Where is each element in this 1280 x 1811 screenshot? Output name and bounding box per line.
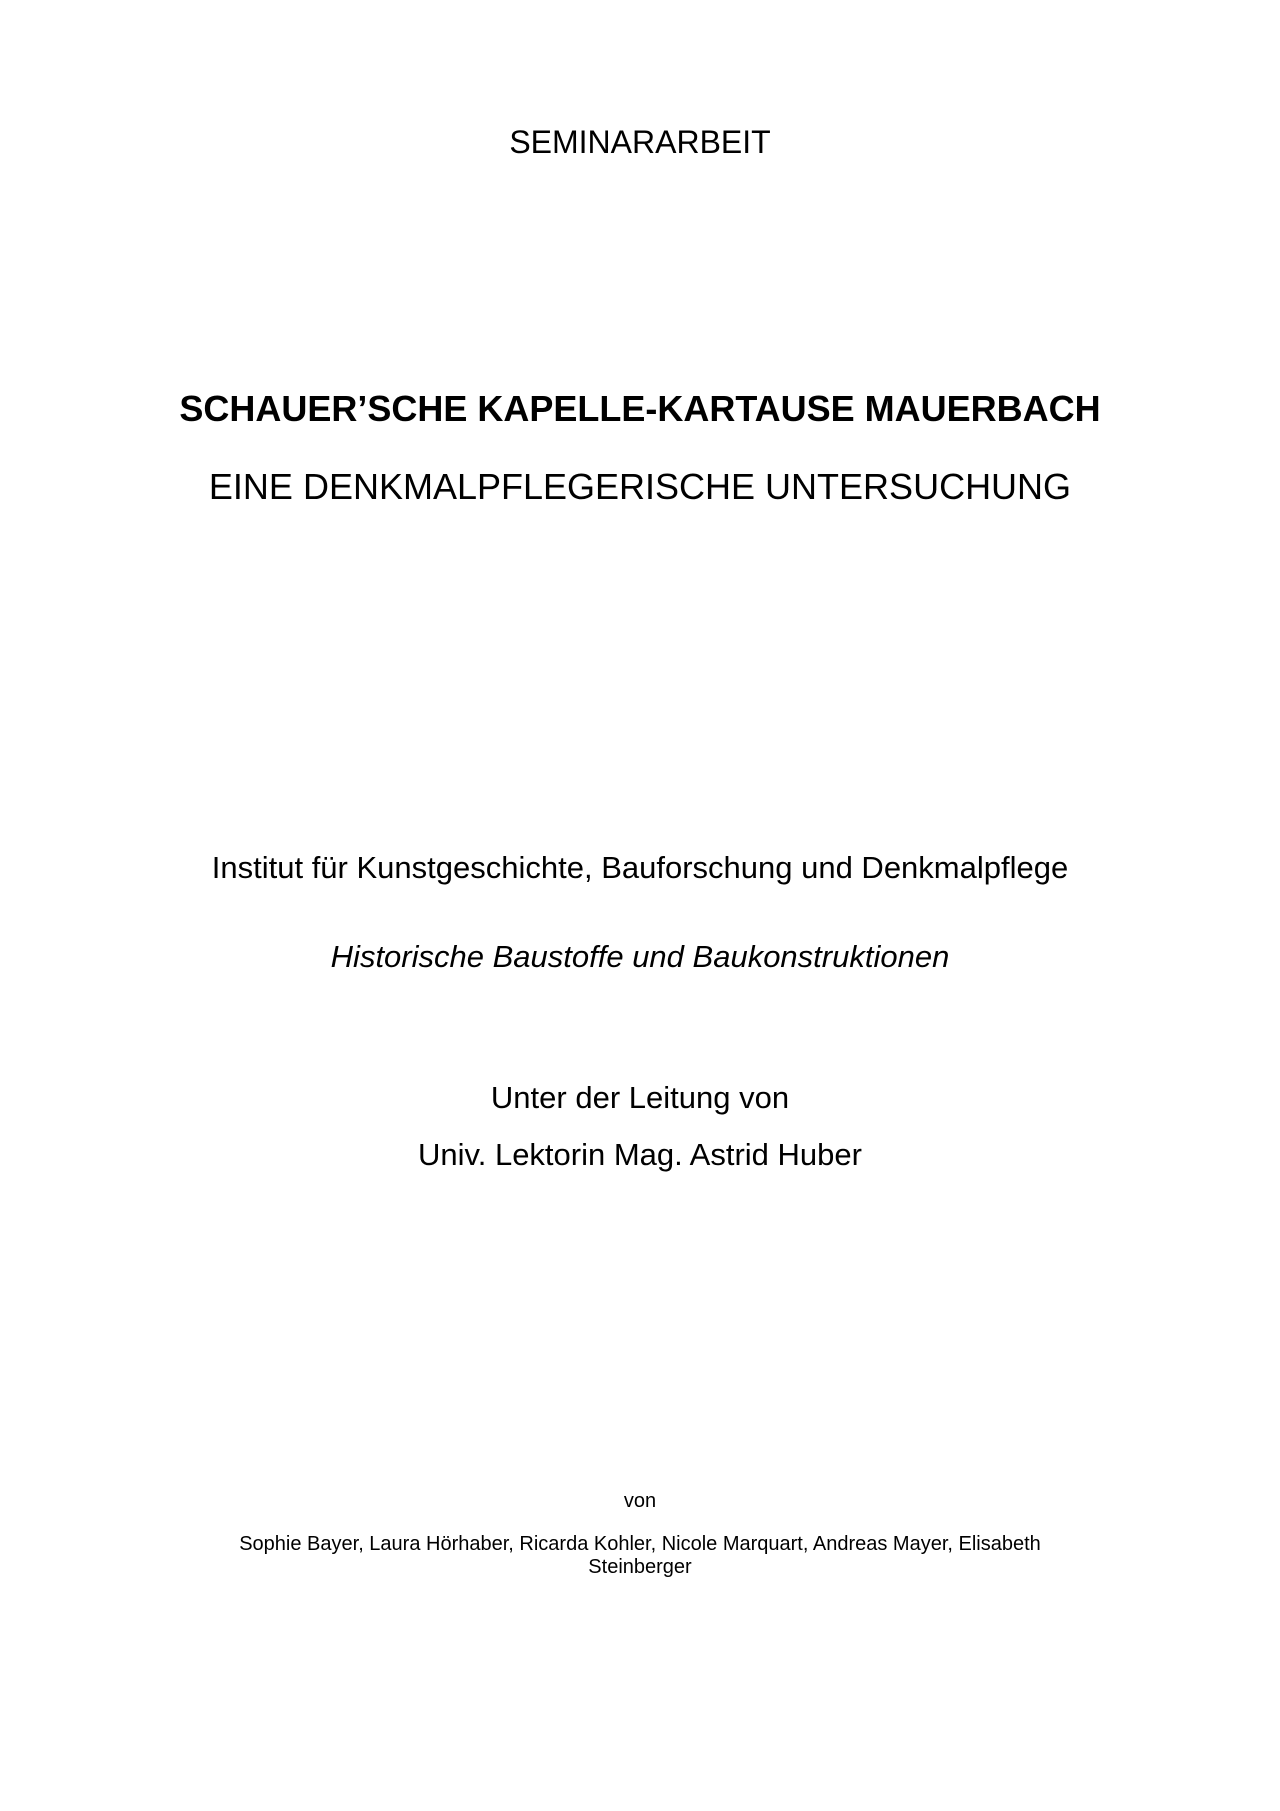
institute-name: Institut für Kunstgeschichte, Bauforschung und Denkmalpflege	[211, 850, 1069, 885]
authors-by-label: von	[623, 1490, 657, 1512]
course-name: Historische Baustoffe und Baukonstruktionen	[330, 939, 950, 974]
document-title: SCHAUER’SCHE KAPELLE-KARTAUSE MAUERBACH	[179, 388, 1101, 429]
document-subtitle: EINE DENKMALPFLEGERISCHE UNTERSUCHUNG	[208, 466, 1072, 507]
supervisor-name: Univ. Lektorin Mag. Astrid Huber	[418, 1137, 862, 1172]
document-type-label: SEMINARARBEIT	[509, 124, 771, 160]
supervision-intro: Unter der Leitung von	[490, 1080, 790, 1115]
authors-list: Sophie Bayer, Laura Hörhaber, Ricarda Kohler, Nicole Marquart, Andreas Mayer, Elisabeth Steinberger	[239, 1533, 1041, 1578]
